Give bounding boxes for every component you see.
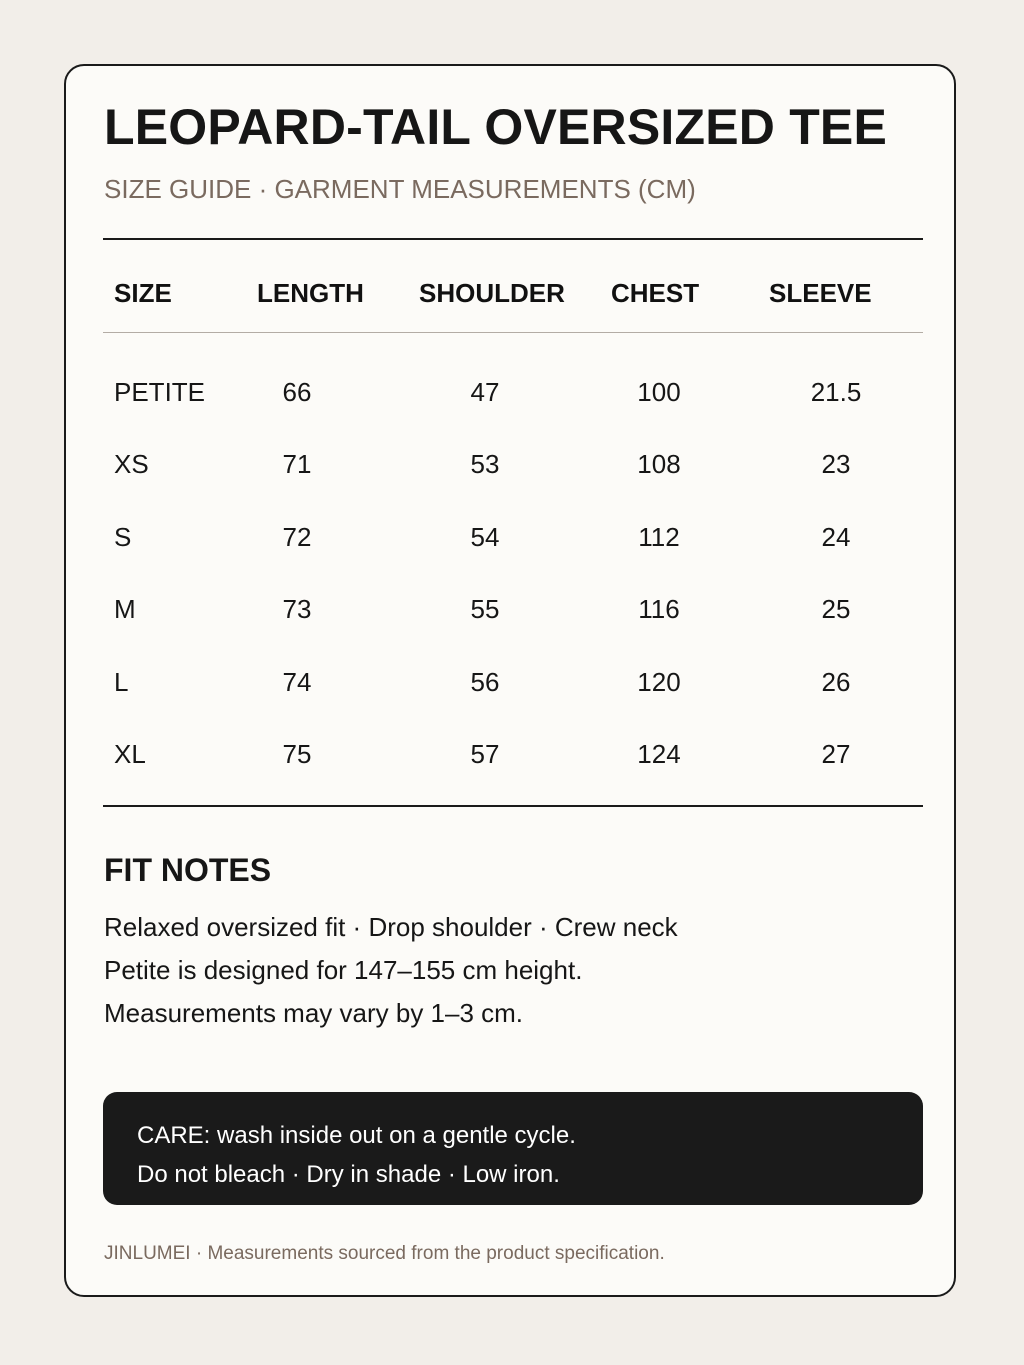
- fit-notes-heading: FIT NOTES: [104, 852, 272, 888]
- column-header-size: SIZE: [114, 278, 172, 308]
- size-cell: L: [114, 667, 129, 697]
- shoulder-cell: 57: [470, 739, 500, 769]
- size-cell: S: [114, 522, 132, 552]
- column-header-shoulder: SHOULDER: [419, 278, 565, 308]
- shoulder-cell: 56: [470, 667, 500, 697]
- sleeve-cell: 27: [821, 739, 851, 769]
- chest-cell: 112: [638, 522, 680, 552]
- sleeve-cell: 21.5: [810, 377, 862, 407]
- shoulder-cell: 54: [470, 522, 500, 552]
- sleeve-cell: 24: [821, 522, 851, 552]
- size-cell: PETITE: [114, 377, 206, 407]
- page-subtitle: SIZE GUIDE · GARMENT MEASUREMENTS (CM): [104, 174, 696, 204]
- sleeve-cell: 23: [821, 449, 851, 479]
- length-cell: 74: [282, 667, 312, 697]
- column-header-sleeve: SLEEVE: [769, 278, 872, 308]
- care-instructions-box: [103, 1092, 923, 1205]
- fit-note-line: Petite is designed for 147–155 cm height.: [104, 955, 583, 985]
- size-cell: XS: [114, 449, 149, 479]
- length-cell: 73: [282, 594, 312, 624]
- chest-cell: 124: [637, 739, 681, 769]
- chest-cell: 116: [638, 594, 680, 624]
- length-cell: 72: [282, 522, 312, 552]
- chest-cell: 100: [637, 377, 681, 407]
- fit-note-line: Relaxed oversized fit · Drop shoulder · Crew neck: [104, 912, 678, 942]
- sleeve-cell: 26: [821, 667, 851, 697]
- table-row: [66, 517, 954, 557]
- table-row: [66, 734, 954, 774]
- table-row: [66, 372, 954, 412]
- table-row: [66, 589, 954, 629]
- fit-note-line: Measurements may vary by 1–3 cm.: [104, 998, 524, 1028]
- shoulder-cell: 55: [470, 594, 500, 624]
- footer-note: JINLUMEI · Measurements sourced from the product specification.: [104, 1243, 665, 1264]
- shoulder-cell: 53: [470, 449, 500, 479]
- shoulder-cell: 47: [470, 377, 500, 407]
- length-cell: 71: [282, 449, 312, 479]
- page-title: LEOPARD-TAIL OVERSIZED TEE: [104, 99, 888, 155]
- column-header-chest: CHEST: [611, 278, 700, 308]
- table-row: [66, 662, 954, 702]
- chest-cell: 108: [637, 449, 681, 479]
- table-bottom-divider: [103, 805, 923, 807]
- chest-cell: 120: [637, 667, 681, 697]
- table-header-divider: [103, 332, 923, 333]
- table-row: [66, 444, 954, 484]
- size-cell: M: [114, 594, 136, 624]
- size-guide-card: [64, 64, 956, 1297]
- care-line: Do not bleach · Dry in shade · Low iron.: [137, 1161, 560, 1188]
- size-cell: XL: [114, 739, 146, 769]
- table-top-divider: [103, 238, 923, 240]
- table-header-row: [66, 273, 954, 313]
- column-header-length: LENGTH: [257, 278, 364, 308]
- length-cell: 75: [282, 739, 312, 769]
- care-line: CARE: wash inside out on a gentle cycle.: [137, 1122, 576, 1149]
- sleeve-cell: 25: [821, 594, 851, 624]
- length-cell: 66: [282, 377, 312, 407]
